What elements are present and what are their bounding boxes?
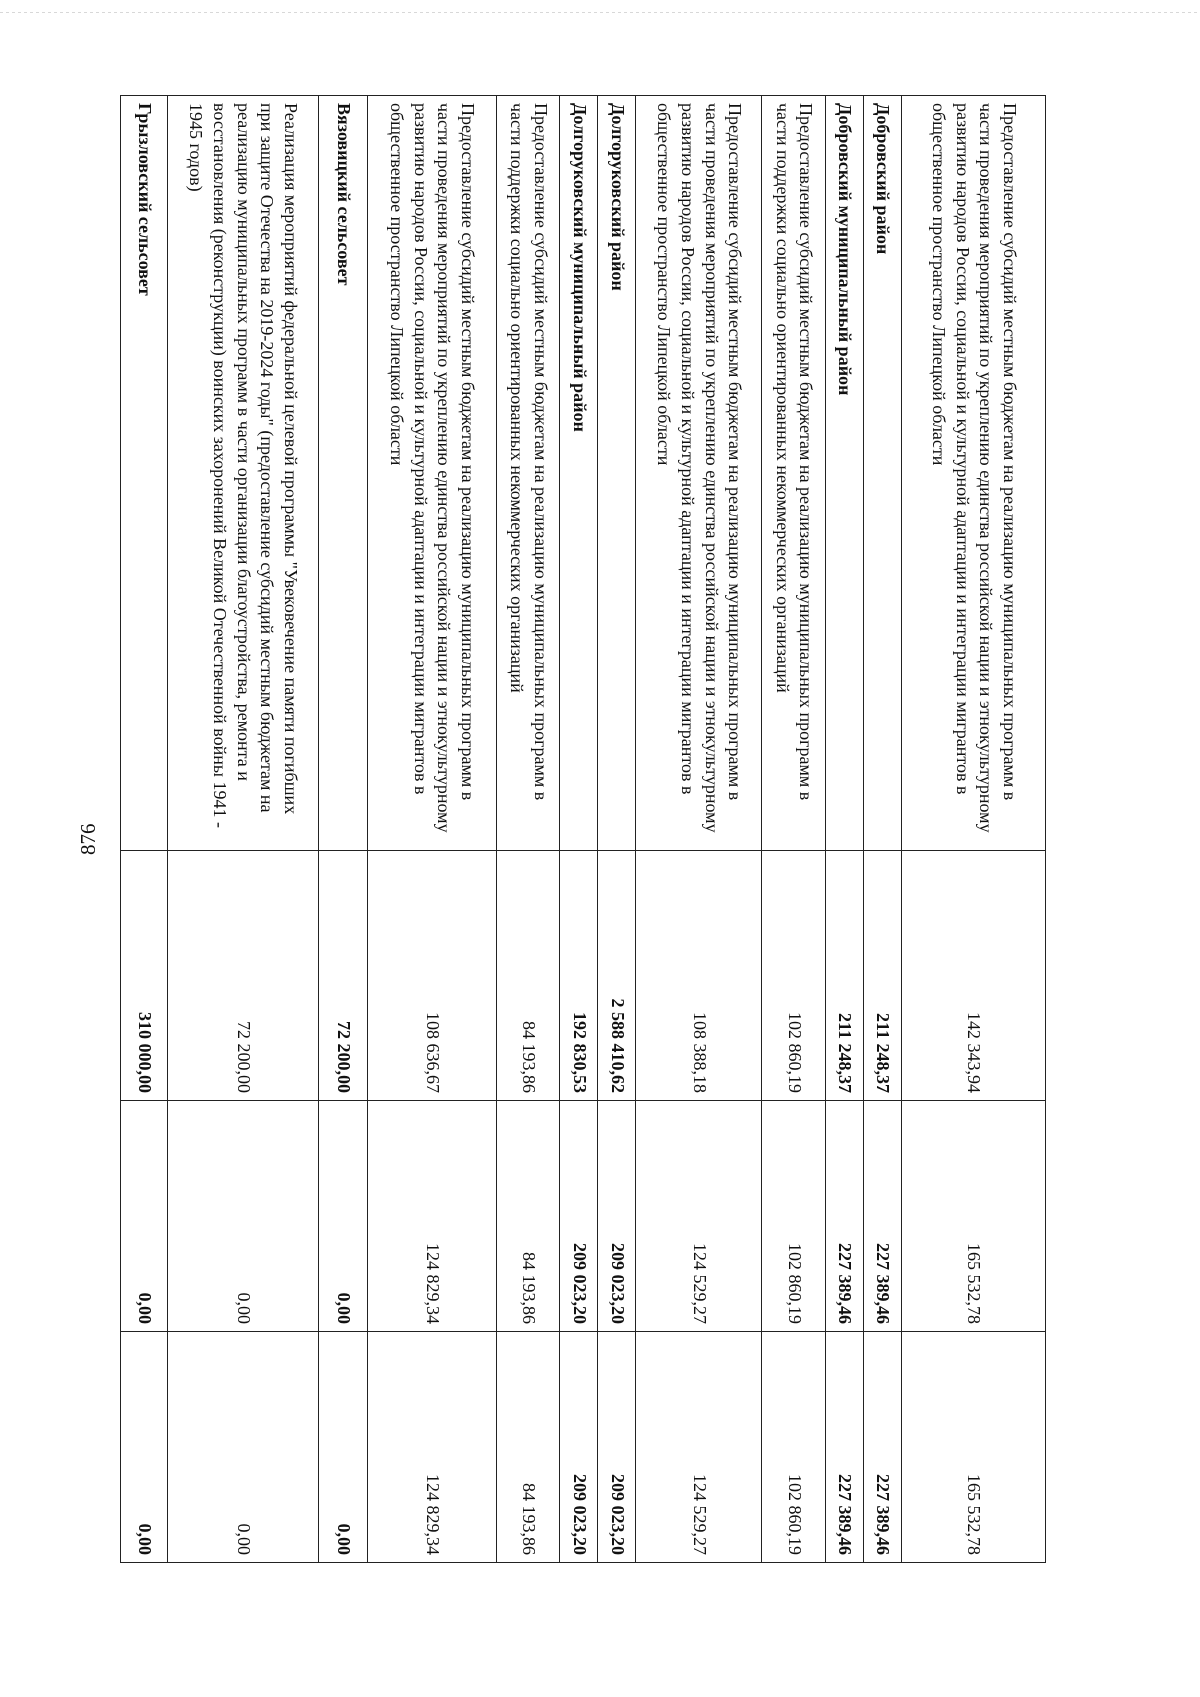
table-row [318,96,367,1563]
row-value-2: 124 829,34 [367,1101,496,1332]
row-value-2: 227 389,46 [863,1101,901,1332]
table-row [762,96,826,1563]
row-value-3: 209 023,20 [598,1332,636,1563]
row-value-1: 310 000,00 [121,851,168,1101]
row-value-3: 124 529,27 [636,1332,762,1563]
row-description: Добровский муниципальный район [825,96,863,851]
row-description: Вязовицкий сельсовет [318,96,367,851]
row-value-2: 84 193,86 [496,1101,560,1332]
row-value-2: 209 023,20 [598,1101,636,1332]
row-value-1: 108 388,18 [636,851,762,1101]
row-value-3: 102 860,19 [762,1332,826,1563]
row-description: Предоставление субсидий местным бюджетам на реализацию муниципальных программ в части поддержки социально ориентированных некоммерческих организаций [496,96,560,851]
table-row [367,96,496,1563]
row-value-3: 124 829,34 [367,1332,496,1563]
table-row [496,96,560,1563]
scan-edge-line [0,12,1200,13]
table-row [863,96,901,1563]
row-value-3: 84 193,86 [496,1332,560,1563]
row-value-3: 0,00 [167,1332,318,1563]
row-value-2: 124 529,27 [636,1101,762,1332]
row-value-2: 0,00 [318,1101,367,1332]
table-row [598,96,636,1563]
row-description: Долгоруковский муниципальный район [560,96,598,851]
table-row [825,96,863,1563]
page-number: 876 [76,823,100,855]
table-row [560,96,598,1563]
row-value-1: 211 248,37 [863,851,901,1101]
row-value-2: 0,00 [121,1101,168,1332]
row-value-3: 0,00 [121,1332,168,1563]
table-row [902,96,1046,1563]
row-description: Реализация мероприятий федеральной целевой программы "Увековечение памяти погибших при защите Отечества на 2019-2024 годы" (предоставление субсидий местным бюджетам на реализацию муниципальных программ в части организации благоустройства, ремонта и восстановления (реконструкции) воинских захоронений Великой Отечественной войны 1941 - 1945 годов) [167,96,318,851]
row-value-3: 227 389,46 [825,1332,863,1563]
row-description: Предоставление субсидий местным бюджетам на реализацию муниципальных программ в части поддержки социально ориентированных некоммерческих организаций [762,96,826,851]
row-value-2: 102 860,19 [762,1101,826,1332]
row-value-1: 211 248,37 [825,851,863,1101]
row-value-1: 2 588 410,62 [598,851,636,1101]
row-value-2: 227 389,46 [825,1101,863,1332]
row-value-1: 102 860,19 [762,851,826,1101]
row-value-3: 227 389,46 [863,1332,901,1563]
table-container [120,95,1046,1562]
table-row [636,96,762,1563]
row-value-1: 72 200,00 [167,851,318,1101]
row-description: Предоставление субсидий местным бюджетам на реализацию муниципальных программ в части проведения мероприятий по укреплению единства российской нации и этнокультурному развитию народов России, социальной и культурной адаптации и интеграции мигрантов в общественное пространство Липецкой области [636,96,762,851]
row-value-1: 108 636,67 [367,851,496,1101]
table-row [167,96,318,1563]
row-value-2: 209 023,20 [560,1101,598,1332]
row-description: Долгоруковский район [598,96,636,851]
row-value-1: 72 200,00 [318,851,367,1101]
table-row [121,96,168,1563]
row-description: Предоставление субсидий местным бюджетам на реализацию муниципальных программ в части проведения мероприятий по укреплению единства российской нации и этнокультурному развитию народов России, социальной и культурной адаптации и интеграции мигрантов в общественное пространство Липецкой области [367,96,496,851]
row-value-1: 142 343,94 [902,851,1046,1101]
row-description: Грызловский сельсовет [121,96,168,851]
row-value-3: 0,00 [318,1332,367,1563]
row-value-2: 165 532,78 [902,1101,1046,1332]
row-description: Предоставление субсидий местным бюджетам на реализацию муниципальных программ в части проведения мероприятий по укреплению единства российской нации и этнокультурному развитию народов России, социальной и культурной адаптации и интеграции мигрантов в общественное пространство Липецкой области [902,96,1046,851]
row-value-3: 165 532,78 [902,1332,1046,1563]
row-value-2: 0,00 [167,1101,318,1332]
row-value-1: 84 193,86 [496,851,560,1101]
row-description: Добровский район [863,96,901,851]
row-value-3: 209 023,20 [560,1332,598,1563]
row-value-1: 192 830,53 [560,851,598,1101]
budget-table [120,95,1046,1563]
